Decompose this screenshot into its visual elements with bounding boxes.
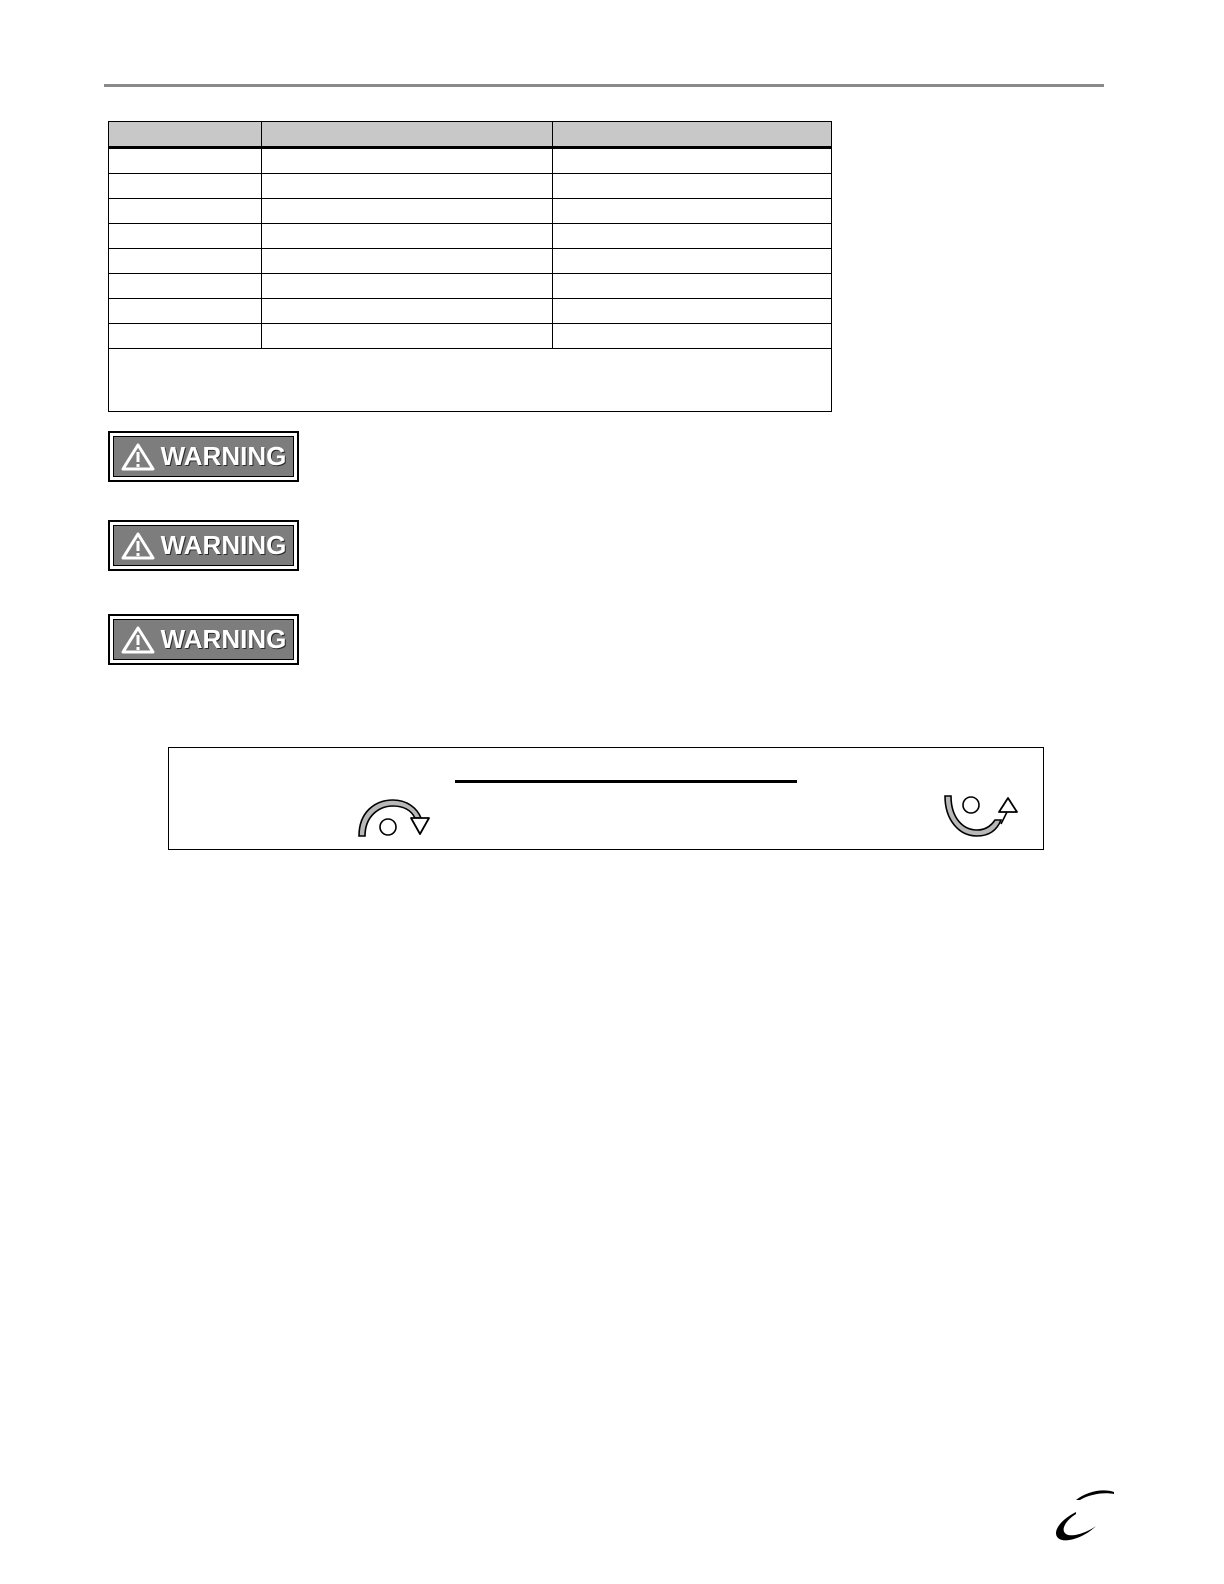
table-row [109,148,832,174]
table-row [109,299,832,324]
table-cell [553,199,832,224]
table-row [109,199,832,224]
warning-triangle-icon [121,532,155,560]
table-cell [553,249,832,274]
table-cell [553,174,832,199]
table-cell [262,274,553,299]
table-cell [109,274,262,299]
table-row [109,249,832,274]
table-cell [109,224,262,249]
warning-banner [113,525,294,566]
warning-banner [113,619,294,660]
table-cell [262,224,553,249]
column-header [262,122,553,148]
panel-title-underline [455,780,797,783]
brand-logo [1050,1486,1120,1548]
table-row [109,224,832,249]
warning-label [108,431,299,482]
table-cell [262,299,553,324]
table-cell [109,249,262,274]
table-cell [553,224,832,249]
table-row [109,174,832,199]
table-cell [109,174,262,199]
table-cell [109,324,262,349]
warning-banner [113,436,294,477]
table-cell [262,324,553,349]
warning-label [108,520,299,571]
table-cell [553,148,832,174]
header-rule [104,84,1104,87]
table-cell [553,324,832,349]
table-cell [553,299,832,324]
table-note [109,349,832,412]
warning-text: WARNING [160,530,287,560]
table-cell [109,148,262,174]
table-cell [553,274,832,299]
table-note-row [109,349,832,412]
table-cell [109,199,262,224]
warning-label [108,614,299,665]
clockwise-rotation-icon [353,794,433,842]
column-header [109,122,262,148]
warning-triangle-icon [121,626,155,654]
rotation-direction-panel [168,747,1044,850]
counterclockwise-rotation-icon [941,790,1025,842]
table-cell [262,199,553,224]
warning-text: WARNING [160,441,287,471]
table-header-row [109,122,832,148]
table-row [109,274,832,299]
table-cell [262,148,553,174]
table-cell [109,299,262,324]
spec-table [108,121,832,412]
warning-triangle-icon [121,443,155,471]
column-header [553,122,832,148]
table-cell [262,174,553,199]
table-row [109,324,832,349]
table-cell [262,249,553,274]
warning-text: WARNING [160,624,287,654]
